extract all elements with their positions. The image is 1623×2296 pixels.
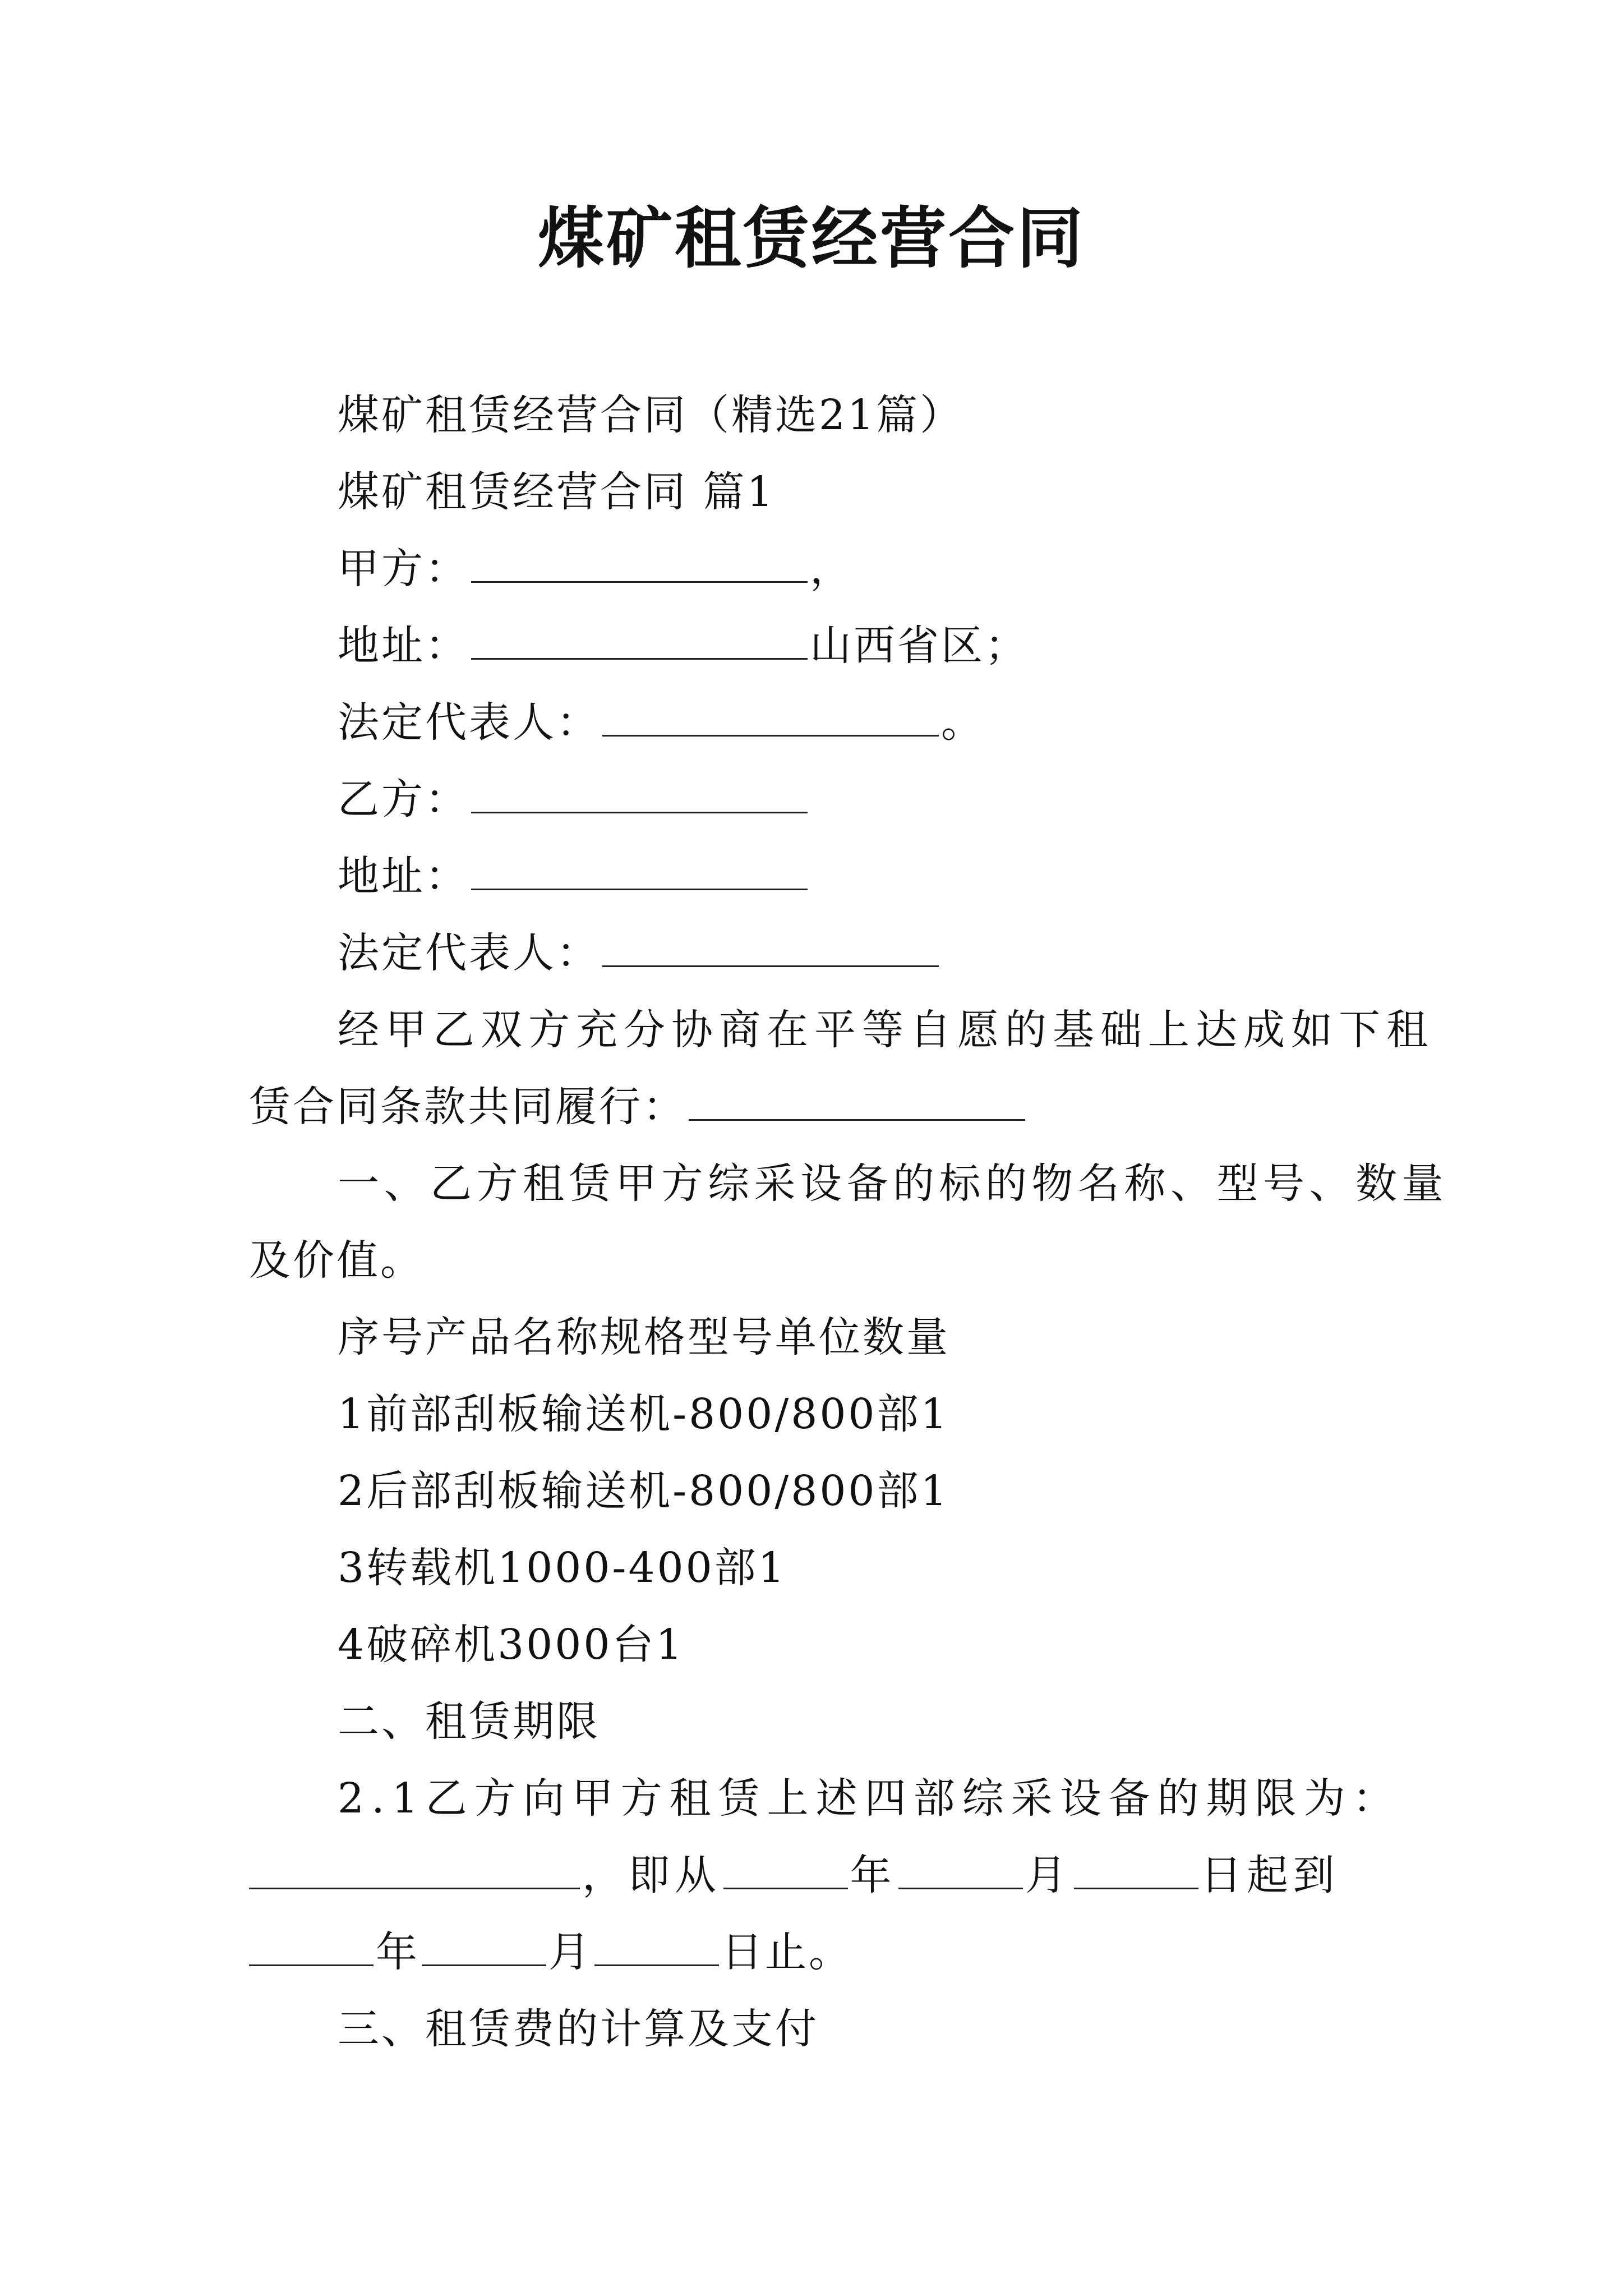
start-year-label: 年 bbox=[850, 1851, 896, 1899]
subtitle: 煤矿租赁经营合同（精选21篇） bbox=[338, 391, 964, 439]
legal-rep-b-line bbox=[249, 915, 1387, 992]
start-day-label: 日起到 bbox=[1200, 1851, 1339, 1899]
intro-blank[interactable] bbox=[689, 1080, 1025, 1121]
legal-rep-b-label: 法定代表人： bbox=[338, 929, 600, 977]
address-a-blank[interactable] bbox=[471, 619, 808, 660]
end-day-label: 日止。 bbox=[721, 1928, 852, 1976]
ji-cong-text: ，即从 bbox=[582, 1851, 721, 1899]
table-row: 1前部刮板输送机-800/800部1 bbox=[338, 1390, 949, 1438]
party-a-label: 甲方： bbox=[338, 545, 469, 593]
legal-rep-b-blank[interactable] bbox=[602, 926, 939, 967]
end-year-blank[interactable] bbox=[249, 1925, 374, 1966]
clause2-1-line1: 2.1乙方向甲方租赁上述四部综采设备的期限为： bbox=[338, 1774, 1401, 1823]
lease-period-blank[interactable] bbox=[249, 1848, 580, 1889]
end-month-blank[interactable] bbox=[422, 1925, 546, 1966]
document-title: 煤矿租赁经营合同 bbox=[537, 199, 1085, 277]
document-body bbox=[249, 377, 1448, 2068]
party-b-label: 乙方： bbox=[338, 775, 469, 823]
table-row: 4破碎机3000台1 bbox=[338, 1621, 685, 1669]
clause2-1-line3 bbox=[249, 1914, 1387, 1991]
address-a-suffix: 山西省区； bbox=[810, 622, 1029, 670]
section-heading: 煤矿租赁经营合同 篇1 bbox=[338, 468, 776, 516]
address-a-label: 地址： bbox=[338, 622, 469, 670]
start-month-label: 月 bbox=[1025, 1851, 1072, 1899]
party-a-line bbox=[249, 531, 1387, 608]
legal-rep-a-blank[interactable] bbox=[602, 696, 939, 737]
clause2-heading: 二、租赁期限 bbox=[338, 1697, 600, 1746]
clause3-heading: 三、租赁费的计算及支付 bbox=[338, 2005, 819, 2053]
clause2-1-line2 bbox=[249, 1837, 1387, 1914]
legal-rep-a-end: 。 bbox=[941, 698, 985, 747]
party-b-line bbox=[249, 761, 1387, 838]
end-year-label: 年 bbox=[376, 1928, 419, 1976]
address-a-line bbox=[249, 608, 1387, 684]
start-day-blank[interactable] bbox=[1074, 1848, 1198, 1889]
party-a-blank[interactable] bbox=[471, 542, 808, 583]
address-b-line bbox=[249, 838, 1387, 915]
table-row: 3转载机1000-400部1 bbox=[338, 1544, 787, 1592]
legal-rep-a-line bbox=[249, 684, 1387, 761]
party-a-end: ， bbox=[810, 545, 854, 593]
start-year-blank[interactable] bbox=[723, 1848, 848, 1889]
intro-paragraph-line2 bbox=[249, 1069, 1387, 1145]
address-b-blank[interactable] bbox=[471, 849, 808, 890]
legal-rep-a-label: 法定代表人： bbox=[338, 698, 600, 747]
start-month-blank[interactable] bbox=[898, 1848, 1023, 1889]
address-b-label: 地址： bbox=[338, 852, 469, 900]
intro-paragraph-line1: 经甲乙双方充分协商在平等自愿的基础上达成如下租 bbox=[338, 1006, 1434, 1054]
table-header: 序号产品名称规格型号单位数量 bbox=[338, 1313, 950, 1361]
party-b-blank[interactable] bbox=[471, 772, 808, 813]
end-day-blank[interactable] bbox=[594, 1925, 719, 1966]
intro-line2-text: 赁合同条款共同履行： bbox=[249, 1083, 686, 1131]
end-month-label: 月 bbox=[548, 1928, 592, 1976]
clause1-line2: 及价值。 bbox=[249, 1236, 424, 1285]
clause1-line1: 一、乙方租赁甲方综采设备的标的物名称、型号、数量 bbox=[338, 1159, 1448, 1208]
table-row: 2后部刮板输送机-800/800部1 bbox=[338, 1467, 949, 1515]
